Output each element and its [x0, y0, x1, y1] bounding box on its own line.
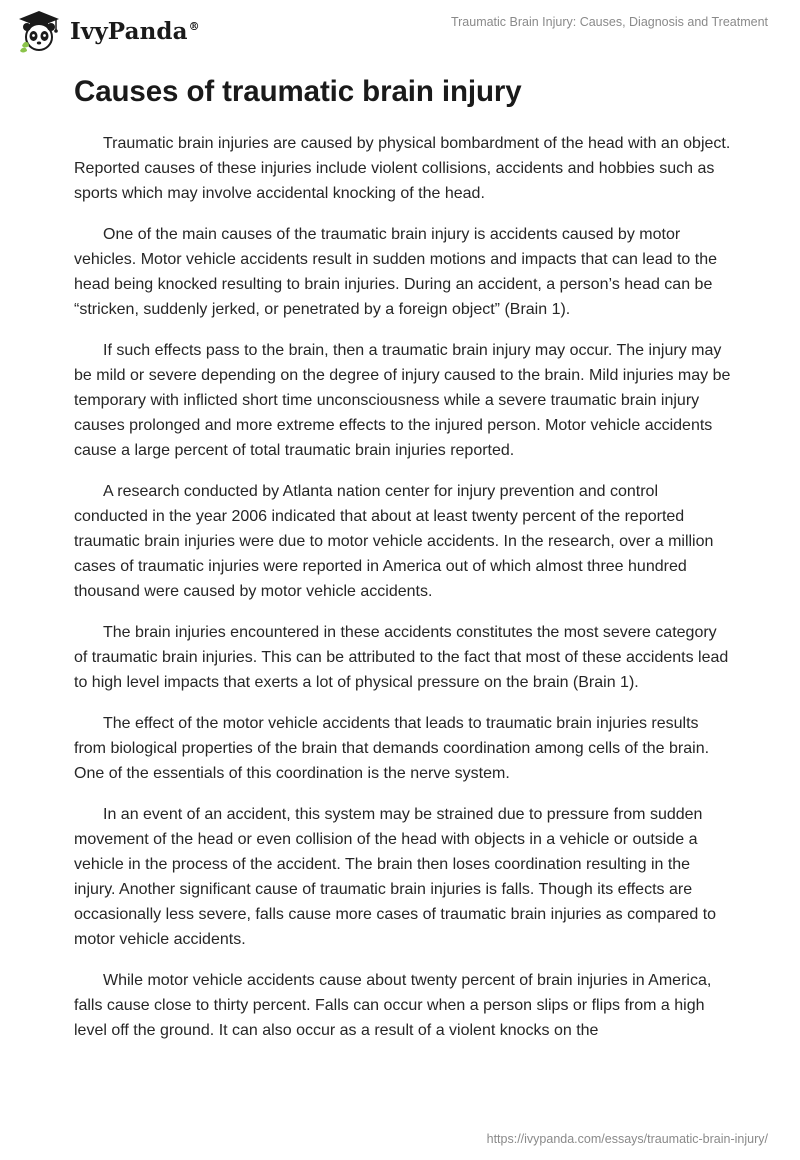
brand-name: IvyPanda® — [70, 17, 200, 45]
page-header — [0, 0, 800, 60]
paragraph-3: If such effects pass to the brain, then a traumatic brain injury may occur. The injury may be mild or severe depending on the degree of injury caused to the brain. Mild injuries may be temporary with inflicted short time unconsciousness while a severe traumatic brain injury causes prolonged and more extreme effects to the injured person. Motor vehicle accidents cause a large percent of total traumatic brain injuries reported. — [74, 342, 731, 459]
paragraph-6: The effect of the motor vehicle accidents that leads to traumatic brain injuries results from biological properties of the brain that demands coordination among cells of the brain. One of the essentials of this coordination is the nerve system. — [74, 715, 710, 782]
source-url-link[interactable]: https://ivypanda.com/essays/traumatic-brain-injury/ — [486, 1132, 768, 1146]
paragraph-2: One of the main causes of the traumatic brain injury is accidents caused by motor vehicles. Motor vehicle accidents result in sudden motions and impacts that can lead to the head being knocked resulting to brain injuries. During an accident, a person’s head can be “stricken, suddenly jerked, or penetrated by a foreign object” (Brain 1). — [74, 226, 718, 318]
section-heading: Causes of traumatic brain injury — [74, 75, 522, 108]
brand-logo[interactable] — [16, 8, 200, 54]
paragraph-5: The brain injuries encountered in these accidents constitutes the most severe category of traumatic brain injuries. This can be attributed to the fact that most of these accidents lead to high level impacts that exerts a lot of physical pressure on the brain (Brain 1). — [74, 624, 729, 691]
paragraph-4: A research conducted by Atlanta nation center for injury prevention and control conducted in the year 2006 indicated that about at least twenty percent of the reported traumatic brain injuries were due to motor vehicle accidents. In the research, over a million cases of traumatic injuries were reported in America out of which almost three hundred thousand were caused by motor vehicle accidents. — [74, 483, 714, 600]
paragraph-7: In an event of an accident, this system may be strained due to pressure from sudden movement of the head or even collision of the head with objects in a vehicle or outside a vehicle in the process of the accident. The brain then loses coordination resulting in the injury. Another significant cause of traumatic brain injuries is falls. Though its effects are occasionally less severe, falls cause more cases of traumatic brain injuries as compared to motor vehicle accidents. — [74, 806, 717, 948]
article-body — [74, 72, 734, 1059]
paragraph-1: Traumatic brain injuries are caused by physical bombardment of the head with an object. Reported causes of these injuries include violent collisions, accidents and hobbies such as sports which may involve accidental knocking of the head. — [74, 135, 731, 202]
document-title: Traumatic Brain Injury: Causes, Diagnosis and Treatment — [450, 15, 768, 29]
panda-graduate-icon — [16, 8, 62, 54]
paragraph-8: While motor vehicle accidents cause about twenty percent of brain injuries in America, falls cause close to thirty percent. Falls can occur when a person slips or flips from a high level off the ground. It can also occur as a result of a violent knocks on the — [74, 972, 712, 1039]
